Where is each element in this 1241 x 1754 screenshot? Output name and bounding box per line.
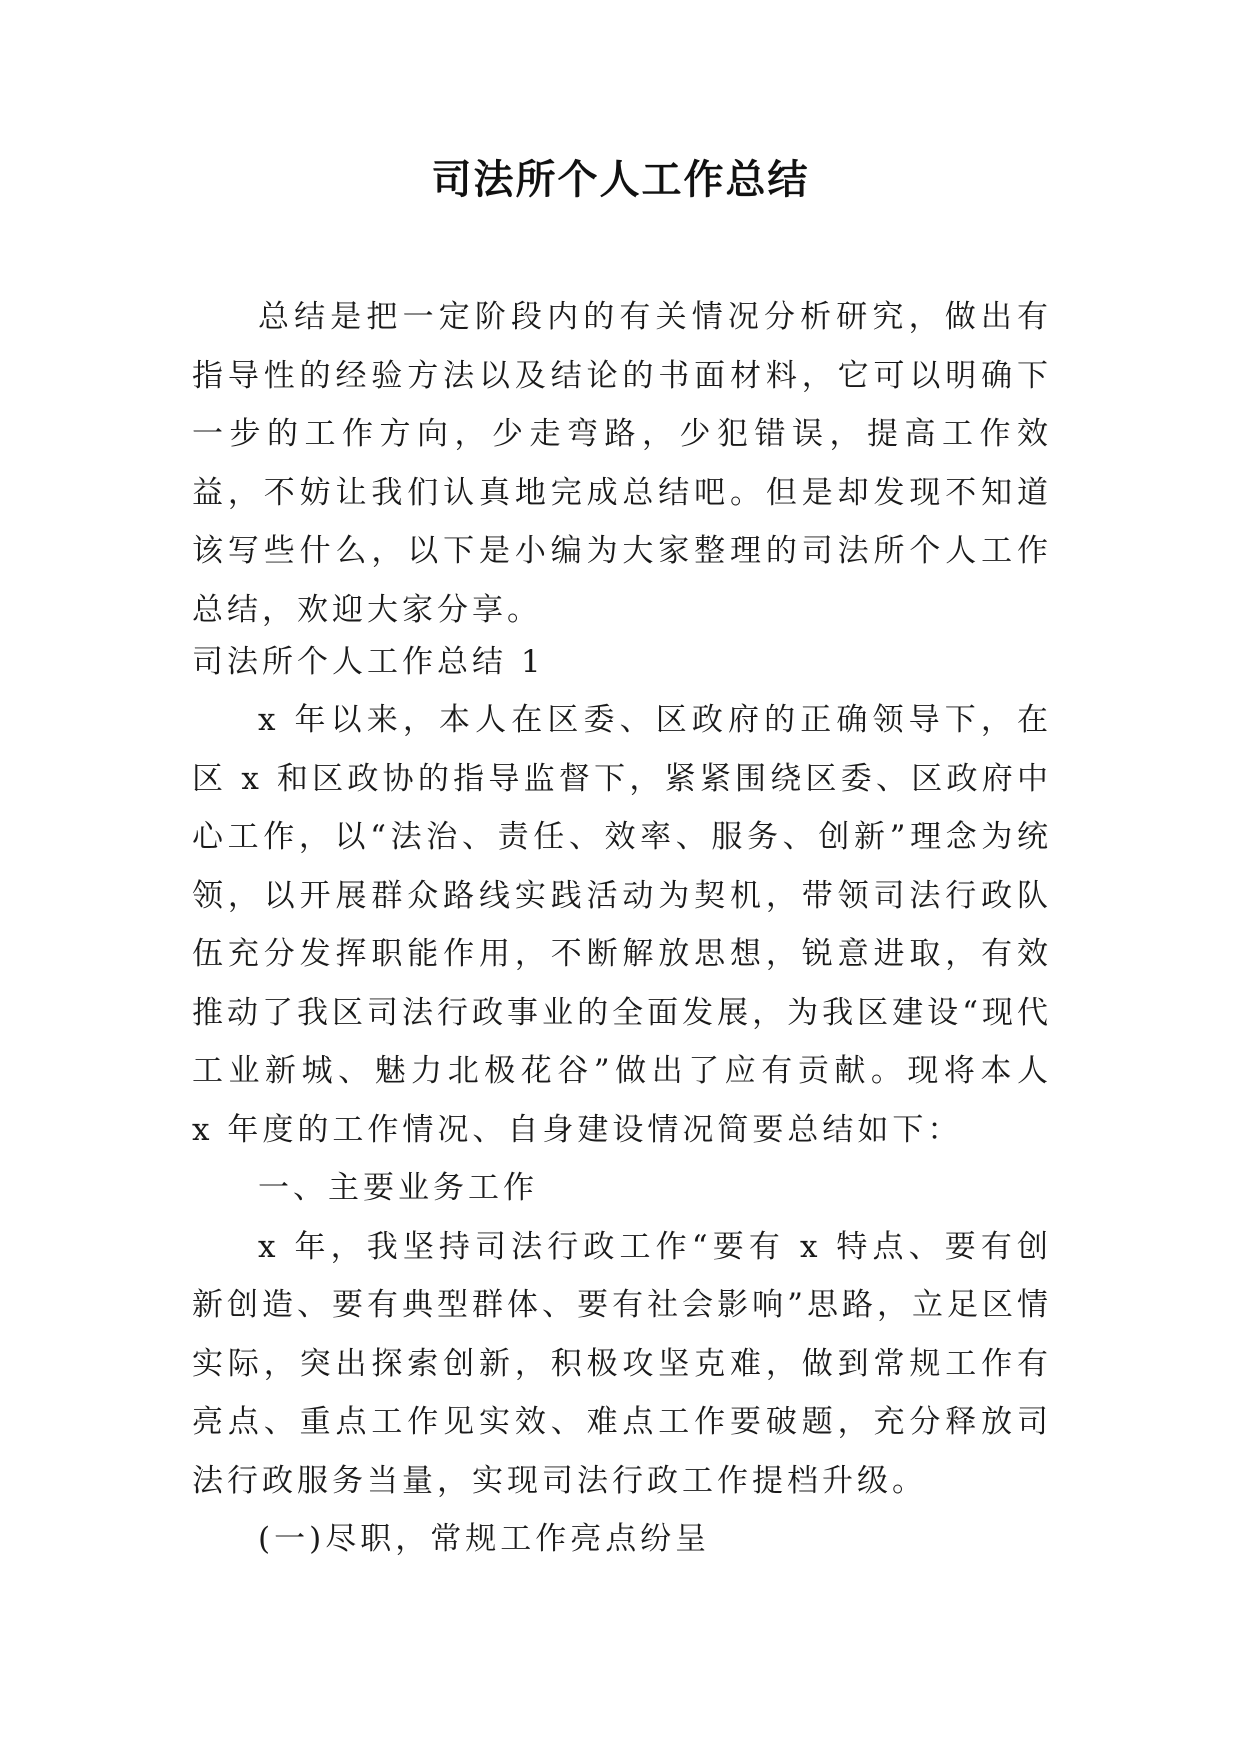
section-paragraph-1: x 年以来，本人在区委、区政府的正确领导下，在区 x 和区政协的指导监督下，紧紧围绕区委、区政府中心工作，以“法治、责任、效率、服务、创新”理念为统领，以开展群众路线实践活动为契机，带领司法行政队伍充分发挥职能作用，不断解放思想，锐意进取，有效推动了我区司法行政事业的全面发展，为我区建设“现代工业新城、魅力北极花谷”做出了应有贡献。现将本人 x 年度的工作情况、自身建设情况简要总结如下： <box>192 702 1052 1148</box>
section-body <box>192 691 1052 1569</box>
section-heading: 司法所个人工作总结 1 <box>192 644 545 680</box>
section-subheading-2: (一)尽职，常规工作亮点纷呈 <box>258 1521 711 1557</box>
intro-paragraph: 总结是把一定阶段内的有关情况分析研究，做出有指导性的经验方法以及结论的书面材料，它可以明确下一步的工作方向，少走弯路，少犯错误，提高工作效益，不妨让我们认真地完成总结吧。但是却发现不知道该写些什么，以下是小编为大家整理的司法所个人工作总结，欢迎大家分享。 <box>192 299 1052 628</box>
section-subheading-1: 一、主要业务工作 <box>258 1170 538 1206</box>
section-paragraph-2: x 年，我坚持司法行政工作“要有 x 特点、要有创新创造、要有典型群体、要有社会影响”思路，立足区情实际，突出探索创新，积极攻坚克难，做到常规工作有亮点、重点工作见实效、难点工作要破题，充分释放司法行政服务当量，实现司法行政工作提档升级。 <box>192 1228 1052 1499</box>
document-title: 司法所个人工作总结 <box>431 156 810 203</box>
